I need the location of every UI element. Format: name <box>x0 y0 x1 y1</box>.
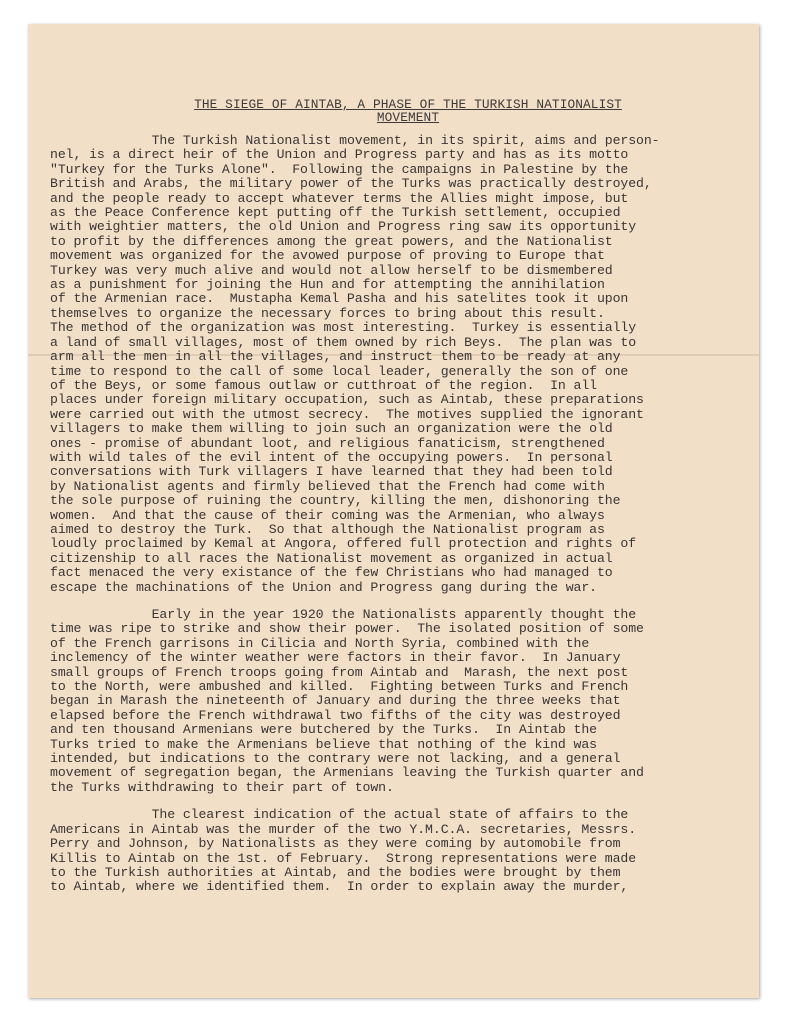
paragraph-3: The clearest indication of the actual state of affairs to the Americans in Aintab was the murder of the two Y.M.C.A. secretaries, Messrs. Perry and Johnson, by Nationalists as they were coming by automobile from Killis to Aintab on the 1st. of February. Strong representations were made to the Turkish authorities at Aintab, and the bodies were brought by them to Aintab, where we identified them. In order to explain away the murder, <box>50 807 637 895</box>
paragraph-2: Early in the year 1920 the Nationalists apparently thought the time was ripe to strike and show their power. The isolated position of some of the French garrisons in Cilicia and North Syria, combined with the inclemency of the winter weather were factors in their favor. In January small groups of French troops going from Aintab and Marash, the next post to the North, were ambushed and killed. Fighting between Turks and French began in Marash the nineteenth of January and during the three weeks that elapsed before the French withdrawal two fifths of the city was destroyed and ten thousand Armenians were butchered by the Turks. In Aintab the Turks tried to make the Armenians believe that nothing of the kind was intended, but indications to the contrary were not lacking, and a general movement of segregation began, the Armenians leaving the Turkish quarter and the Turks withdrawing to their part of town. <box>50 607 644 795</box>
typewritten-page <box>28 24 759 998</box>
title-line-1: THE SIEGE OF AINTAB, A PHASE OF THE TURKISH NATIONALIST <box>194 97 622 112</box>
paragraph-1: The Turkish Nationalist movement, in its spirit, aims and person- nel, is a direct heir of the Union and Progress party and has as its motto "Turkey for the Turks Alone". Following the campaigns in Palestine by the British and Arabs, the military power of the Turks was practically destroyed, and the people ready to accept whatever terms the Allies might impose, but as the Peace Conference kept putting off the Turkish settlement, occupied with weightier matters, the old Union and Progress ring saw its opportunity to profit by the differences among the great powers, and the Nationalist movement was organized for the avowed purpose of proving to Europe that Turkey was very much alive and would not allow herself to be dismembered as a punishment for joining the Hun and for attempting the annihilation of the Armenian race. Mustapha Kemal Pasha and his satelites took it upon themselves to organize the necessary forces to bring about this result. The method of the organization was most interesting. Turkey is essentially a land of small villages, most of them owned by rich Beys. The plan was to arm all the men in all the villages, and instruct them to be ready at any time to respond to the call of some local leader, generally the son of one of the Beys, or some famous outlaw or cutthroat of the region. In all places under foreign military occupation, such as Aintab, these preparations were carried out with the utmost secrecy. The motives supplied the ignorant villagers to make them willing to join such an organization were the old ones - promise of abundant loot, and religious fanaticism, strengthened with wild tales of the evil intent of the occupying powers. In personal conversations with Turk villagers I have learned that they had been told by Nationalist agents and firmly believed that the French had come with the sole purpose of ruining the country, killing the men, dishonoring the women. And that the cause of their coming was the Armenian, who always aimed to destroy the Turk. So that although the Nationalist program as loudly proclaimed by Kemal at Angora, offered full protection and rights of citizenship to all races the Nationalist movement as organized in actual fact menaced the very existance of the few Christians who had managed to escape the machinations of the Union and Progress gang during the war. <box>50 133 660 595</box>
document-body <box>50 134 740 908</box>
title-line-2: MOVEMENT <box>376 110 440 125</box>
document-title <box>108 98 708 124</box>
